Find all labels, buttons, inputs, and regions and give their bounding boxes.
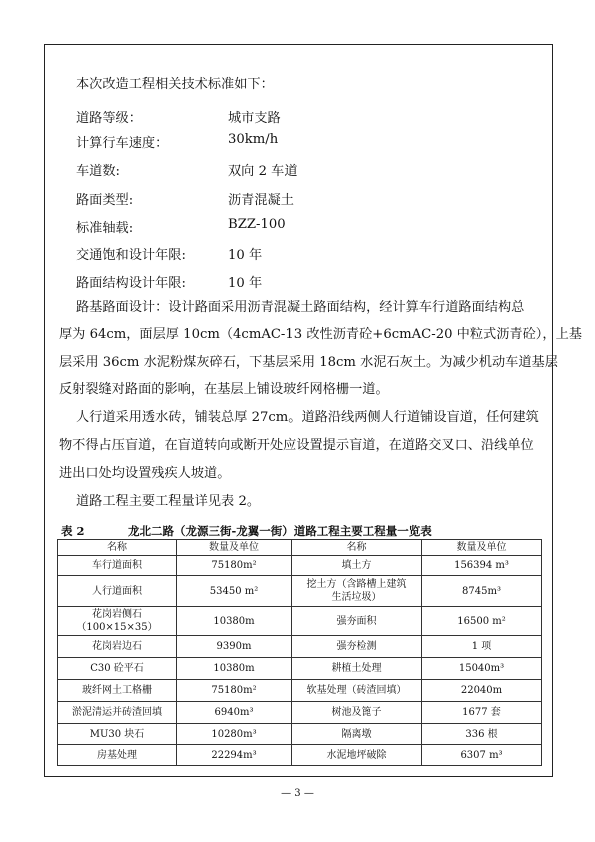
table-cell: 人行道面积 <box>58 576 177 607</box>
table-cell: 玻纤网土工格栅 <box>58 680 177 702</box>
spec-value: 10 年 <box>228 276 263 291</box>
table-row <box>58 724 542 745</box>
table-cell: 75180m² <box>177 680 292 702</box>
paragraph-line: 层采用 36cm 水泥粉煤灰碎石，下基层采用 18cm 水泥石灰土。为减少机动车道基层 <box>59 355 558 370</box>
table-cell: 10380m <box>177 607 292 636</box>
table-cell: 花岗岩边石 <box>58 636 177 658</box>
table-row <box>58 745 542 766</box>
paragraph-line: 人行道采用透水砖，铺装总厚 27cm。道路沿线两侧人行道铺设盲道，任何建筑 <box>76 410 539 425</box>
table-cell: 隔离墩 <box>292 724 422 745</box>
paragraph-line: 物不得占压盲道，在盲道转向或断开处应设置提示盲道，在道路交叉口、沿线单位 <box>59 438 534 453</box>
table-cell: 车行道面积 <box>58 556 177 576</box>
table-row <box>58 680 542 702</box>
table-cell: 336 根 <box>422 724 542 745</box>
column-header: 数量及单位 <box>422 540 542 556</box>
table-cell: 156394 m³ <box>422 556 542 576</box>
column-header: 名称 <box>58 540 177 556</box>
intro-text: 本次改造工程相关技术标准如下： <box>76 77 274 92</box>
table-row <box>58 556 542 576</box>
spec-value: 沥青混凝土 <box>228 193 294 208</box>
spec-label: 车道数: <box>76 164 121 179</box>
spec-label: 计算行车速度： <box>76 136 169 151</box>
table-cell: 22040m <box>422 680 542 702</box>
paragraph-line: 路基路面设计：设计路面采用沥青混凝土路面结构，经计算车行道路面结构总 <box>76 300 525 315</box>
table-cell: MU30 块石 <box>58 724 177 745</box>
table-cell: 10380m <box>177 658 292 680</box>
table-cell: 1677 套 <box>422 702 542 724</box>
spec-label: 交通饱和设计年限: <box>76 248 186 263</box>
table-cell: 淤泥清运并砖渣回填 <box>58 702 177 724</box>
table-row <box>58 576 542 607</box>
spec-value: 30km/h <box>228 132 279 147</box>
table-cell: 挖土方（含路槽上建筑生活垃圾） <box>292 576 422 607</box>
page-number: — 3 — <box>281 788 314 799</box>
table-cell: 花岗岩侧石（100×15×35） <box>58 607 177 636</box>
spec-value: BZZ-100 <box>228 217 286 232</box>
quantity-table <box>57 539 542 766</box>
column-header: 名称 <box>292 540 422 556</box>
table-cell: 强夯面积 <box>292 607 422 636</box>
table-cell: 水泥地坪破除 <box>292 745 422 766</box>
spec-value: 10 年 <box>228 248 263 263</box>
table-cell: 耕植土处理 <box>292 658 422 680</box>
table-cell: 6940m³ <box>177 702 292 724</box>
table-cell: 8745m³ <box>422 576 542 607</box>
table-row <box>58 702 542 724</box>
table-cell: 软基处理（砖渣回填） <box>292 680 422 702</box>
paragraph-line: 厚为 64cm，面层厚 10cm（4cmAC-13 改性沥青砼+6cmAC-20 中粒式沥青砼），上基 <box>59 327 582 342</box>
table-cell: 22294m³ <box>177 745 292 766</box>
spec-label: 路面结构设计年限: <box>76 276 186 291</box>
table-row <box>58 658 542 680</box>
table-cell: 填土方 <box>292 556 422 576</box>
table-row <box>58 607 542 636</box>
table-row <box>58 636 542 658</box>
column-header: 数量及单位 <box>177 540 292 556</box>
paragraph-line: 反射裂缝对路面的影响，在基层上铺设玻纤网格栅一道。 <box>59 382 389 397</box>
table-cell: C30 砼平石 <box>58 658 177 680</box>
table-cell: 强夯检测 <box>292 636 422 658</box>
spec-value: 双向 2 车道 <box>228 164 298 179</box>
table-cell: 10280m³ <box>177 724 292 745</box>
table-cell: 15040m³ <box>422 658 542 680</box>
table-cell: 9390m <box>177 636 292 658</box>
spec-value: 城市支路 <box>228 111 281 126</box>
table-cell: 6307 m³ <box>422 745 542 766</box>
table-cell: 1 项 <box>422 636 542 658</box>
spec-label: 道路等级： <box>76 111 142 126</box>
table-cell: 16500 m² <box>422 607 542 636</box>
table-header-row <box>58 540 542 556</box>
table-title: 龙北二路（龙源三街-龙翼一街）道路工程主要工程量一览表 <box>128 524 432 538</box>
spec-label: 路面类型: <box>76 193 134 208</box>
table-number: 表 2 <box>61 524 85 538</box>
table-cell: 树池及篦子 <box>292 702 422 724</box>
paragraph-line: 进出口处均设置残疾人坡道。 <box>59 466 231 481</box>
table-cell: 53450 m² <box>177 576 292 607</box>
table-reference-text: 道路工程主要工程量详见表 2。 <box>76 494 261 509</box>
table-cell: 75180m² <box>177 556 292 576</box>
table-cell: 房基处理 <box>58 745 177 766</box>
spec-label: 标准轴载: <box>76 221 134 236</box>
